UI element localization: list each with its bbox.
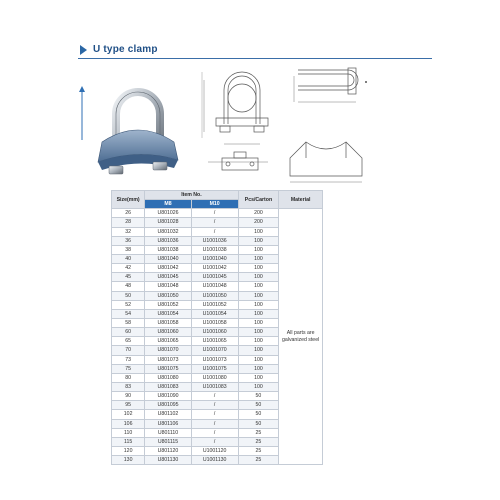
cell-pcs: 50 — [238, 419, 279, 428]
cell-size: 40 — [112, 254, 145, 263]
cell-m8: U801083 — [145, 382, 191, 391]
cell-m10: / — [191, 437, 238, 446]
material-note: All parts are galvanized steel — [279, 209, 323, 465]
cell-m10: / — [191, 410, 238, 419]
cell-size: 75 — [112, 364, 145, 373]
cell-size: 130 — [112, 456, 145, 465]
cell-size: 38 — [112, 245, 145, 254]
cell-m8: U801040 — [145, 254, 191, 263]
cell-pcs: 100 — [238, 337, 279, 346]
cell-m10: U1001120 — [191, 446, 238, 455]
cell-pcs: 25 — [238, 446, 279, 455]
cell-pcs: 100 — [238, 346, 279, 355]
cell-m10: / — [191, 428, 238, 437]
header-m10: M10 — [191, 200, 238, 209]
cell-pcs: 100 — [238, 328, 279, 337]
cell-m8: U801050 — [145, 291, 191, 300]
cell-pcs: 100 — [238, 236, 279, 245]
cell-size: 50 — [112, 291, 145, 300]
header-item-no: Item No. — [145, 191, 238, 200]
cell-pcs: 200 — [238, 218, 279, 227]
cell-m8: U801052 — [145, 300, 191, 309]
cell-m10: / — [191, 209, 238, 218]
cell-m10: U1001038 — [191, 245, 238, 254]
cell-m8: U801026 — [145, 209, 191, 218]
cell-pcs: 100 — [238, 318, 279, 327]
cell-pcs: 25 — [238, 437, 279, 446]
cell-m10: U1001075 — [191, 364, 238, 373]
cell-pcs: 100 — [238, 227, 279, 236]
cell-m10: U1001045 — [191, 273, 238, 282]
cell-m8: U801048 — [145, 282, 191, 291]
cell-pcs: 100 — [238, 364, 279, 373]
cell-size: 90 — [112, 392, 145, 401]
cell-m8: U801042 — [145, 264, 191, 273]
cell-size: 60 — [112, 328, 145, 337]
cell-size: 115 — [112, 437, 145, 446]
cell-m8: U801120 — [145, 446, 191, 455]
cell-m10: U1001070 — [191, 346, 238, 355]
cell-size: 110 — [112, 428, 145, 437]
header-material: Material — [279, 191, 323, 209]
cell-m8: U801115 — [145, 437, 191, 446]
cell-m10: U1001065 — [191, 337, 238, 346]
cell-pcs: 25 — [238, 456, 279, 465]
cell-size: 83 — [112, 382, 145, 391]
cell-size: 52 — [112, 300, 145, 309]
cell-size: 42 — [112, 264, 145, 273]
section-title: U type clamp — [93, 44, 158, 55]
cell-pcs: 100 — [238, 309, 279, 318]
cell-m10: U1001052 — [191, 300, 238, 309]
cell-size: 73 — [112, 355, 145, 364]
header-divider — [78, 58, 432, 59]
cell-m10: / — [191, 392, 238, 401]
cell-m10: / — [191, 401, 238, 410]
cell-size: 26 — [112, 209, 145, 218]
cell-m10: U1001073 — [191, 355, 238, 364]
cell-pcs: 50 — [238, 392, 279, 401]
header-m8: M8 — [145, 200, 191, 209]
specification-table — [111, 190, 323, 465]
cell-size: 120 — [112, 446, 145, 455]
cell-m8: U801038 — [145, 245, 191, 254]
cell-m8: U801090 — [145, 392, 191, 401]
cell-m10: U1001042 — [191, 264, 238, 273]
cell-size: 48 — [112, 282, 145, 291]
cell-pcs: 100 — [238, 282, 279, 291]
cell-pcs: 100 — [238, 291, 279, 300]
cell-m10: U1001060 — [191, 328, 238, 337]
cell-pcs: 50 — [238, 410, 279, 419]
cell-m10: U1001058 — [191, 318, 238, 327]
cell-m10: U1001054 — [191, 309, 238, 318]
cell-pcs: 200 — [238, 209, 279, 218]
cell-size: 106 — [112, 419, 145, 428]
cell-m10: U1001036 — [191, 236, 238, 245]
cell-pcs: 100 — [238, 300, 279, 309]
cell-size: 80 — [112, 373, 145, 382]
cell-size: 36 — [112, 236, 145, 245]
cell-size: 102 — [112, 410, 145, 419]
cell-pcs: 100 — [238, 245, 279, 254]
cell-m10: U1001130 — [191, 456, 238, 465]
header-size: Size(mm) — [112, 191, 145, 209]
cell-m8: U801130 — [145, 456, 191, 465]
cell-m8: U801032 — [145, 227, 191, 236]
cell-m8: U801054 — [145, 309, 191, 318]
cell-m10: U1001080 — [191, 373, 238, 382]
cell-m8: U801095 — [145, 401, 191, 410]
cell-m8: U801102 — [145, 410, 191, 419]
cell-m8: U801070 — [145, 346, 191, 355]
table-body — [112, 209, 323, 465]
cell-size: 28 — [112, 218, 145, 227]
cell-size: 65 — [112, 337, 145, 346]
cell-m8: U801110 — [145, 428, 191, 437]
cell-pcs: 100 — [238, 373, 279, 382]
cell-pcs: 100 — [238, 382, 279, 391]
cell-m10: U1001083 — [191, 382, 238, 391]
technical-drawings — [198, 62, 430, 190]
clamp-photo — [76, 78, 191, 188]
cell-m8: U801075 — [145, 364, 191, 373]
table-row — [112, 209, 323, 218]
cell-pcs: 100 — [238, 264, 279, 273]
cell-m8: U801028 — [145, 218, 191, 227]
cell-m8: U801058 — [145, 318, 191, 327]
cell-m10: U1001040 — [191, 254, 238, 263]
cell-size: 45 — [112, 273, 145, 282]
header-pcs-carton: Pcs/Carton — [238, 191, 279, 209]
cell-m8: U801065 — [145, 337, 191, 346]
cell-m8: U801073 — [145, 355, 191, 364]
cell-pcs: 100 — [238, 273, 279, 282]
cell-pcs: 50 — [238, 401, 279, 410]
cell-size: 54 — [112, 309, 145, 318]
cell-m10: / — [191, 218, 238, 227]
cell-m8: U801080 — [145, 373, 191, 382]
triangle-bullet-icon — [80, 45, 87, 55]
cell-size: 32 — [112, 227, 145, 236]
cell-size: 58 — [112, 318, 145, 327]
cell-m8: U801106 — [145, 419, 191, 428]
cell-size: 70 — [112, 346, 145, 355]
cell-m10: / — [191, 419, 238, 428]
cell-pcs: 25 — [238, 428, 279, 437]
cell-m10: U1001048 — [191, 282, 238, 291]
cell-pcs: 100 — [238, 355, 279, 364]
cell-m10: / — [191, 227, 238, 236]
cell-m8: U801060 — [145, 328, 191, 337]
section-header — [80, 44, 158, 55]
cell-m8: U801045 — [145, 273, 191, 282]
cell-size: 95 — [112, 401, 145, 410]
cell-m10: U1001050 — [191, 291, 238, 300]
cell-pcs: 100 — [238, 254, 279, 263]
cell-m8: U801036 — [145, 236, 191, 245]
